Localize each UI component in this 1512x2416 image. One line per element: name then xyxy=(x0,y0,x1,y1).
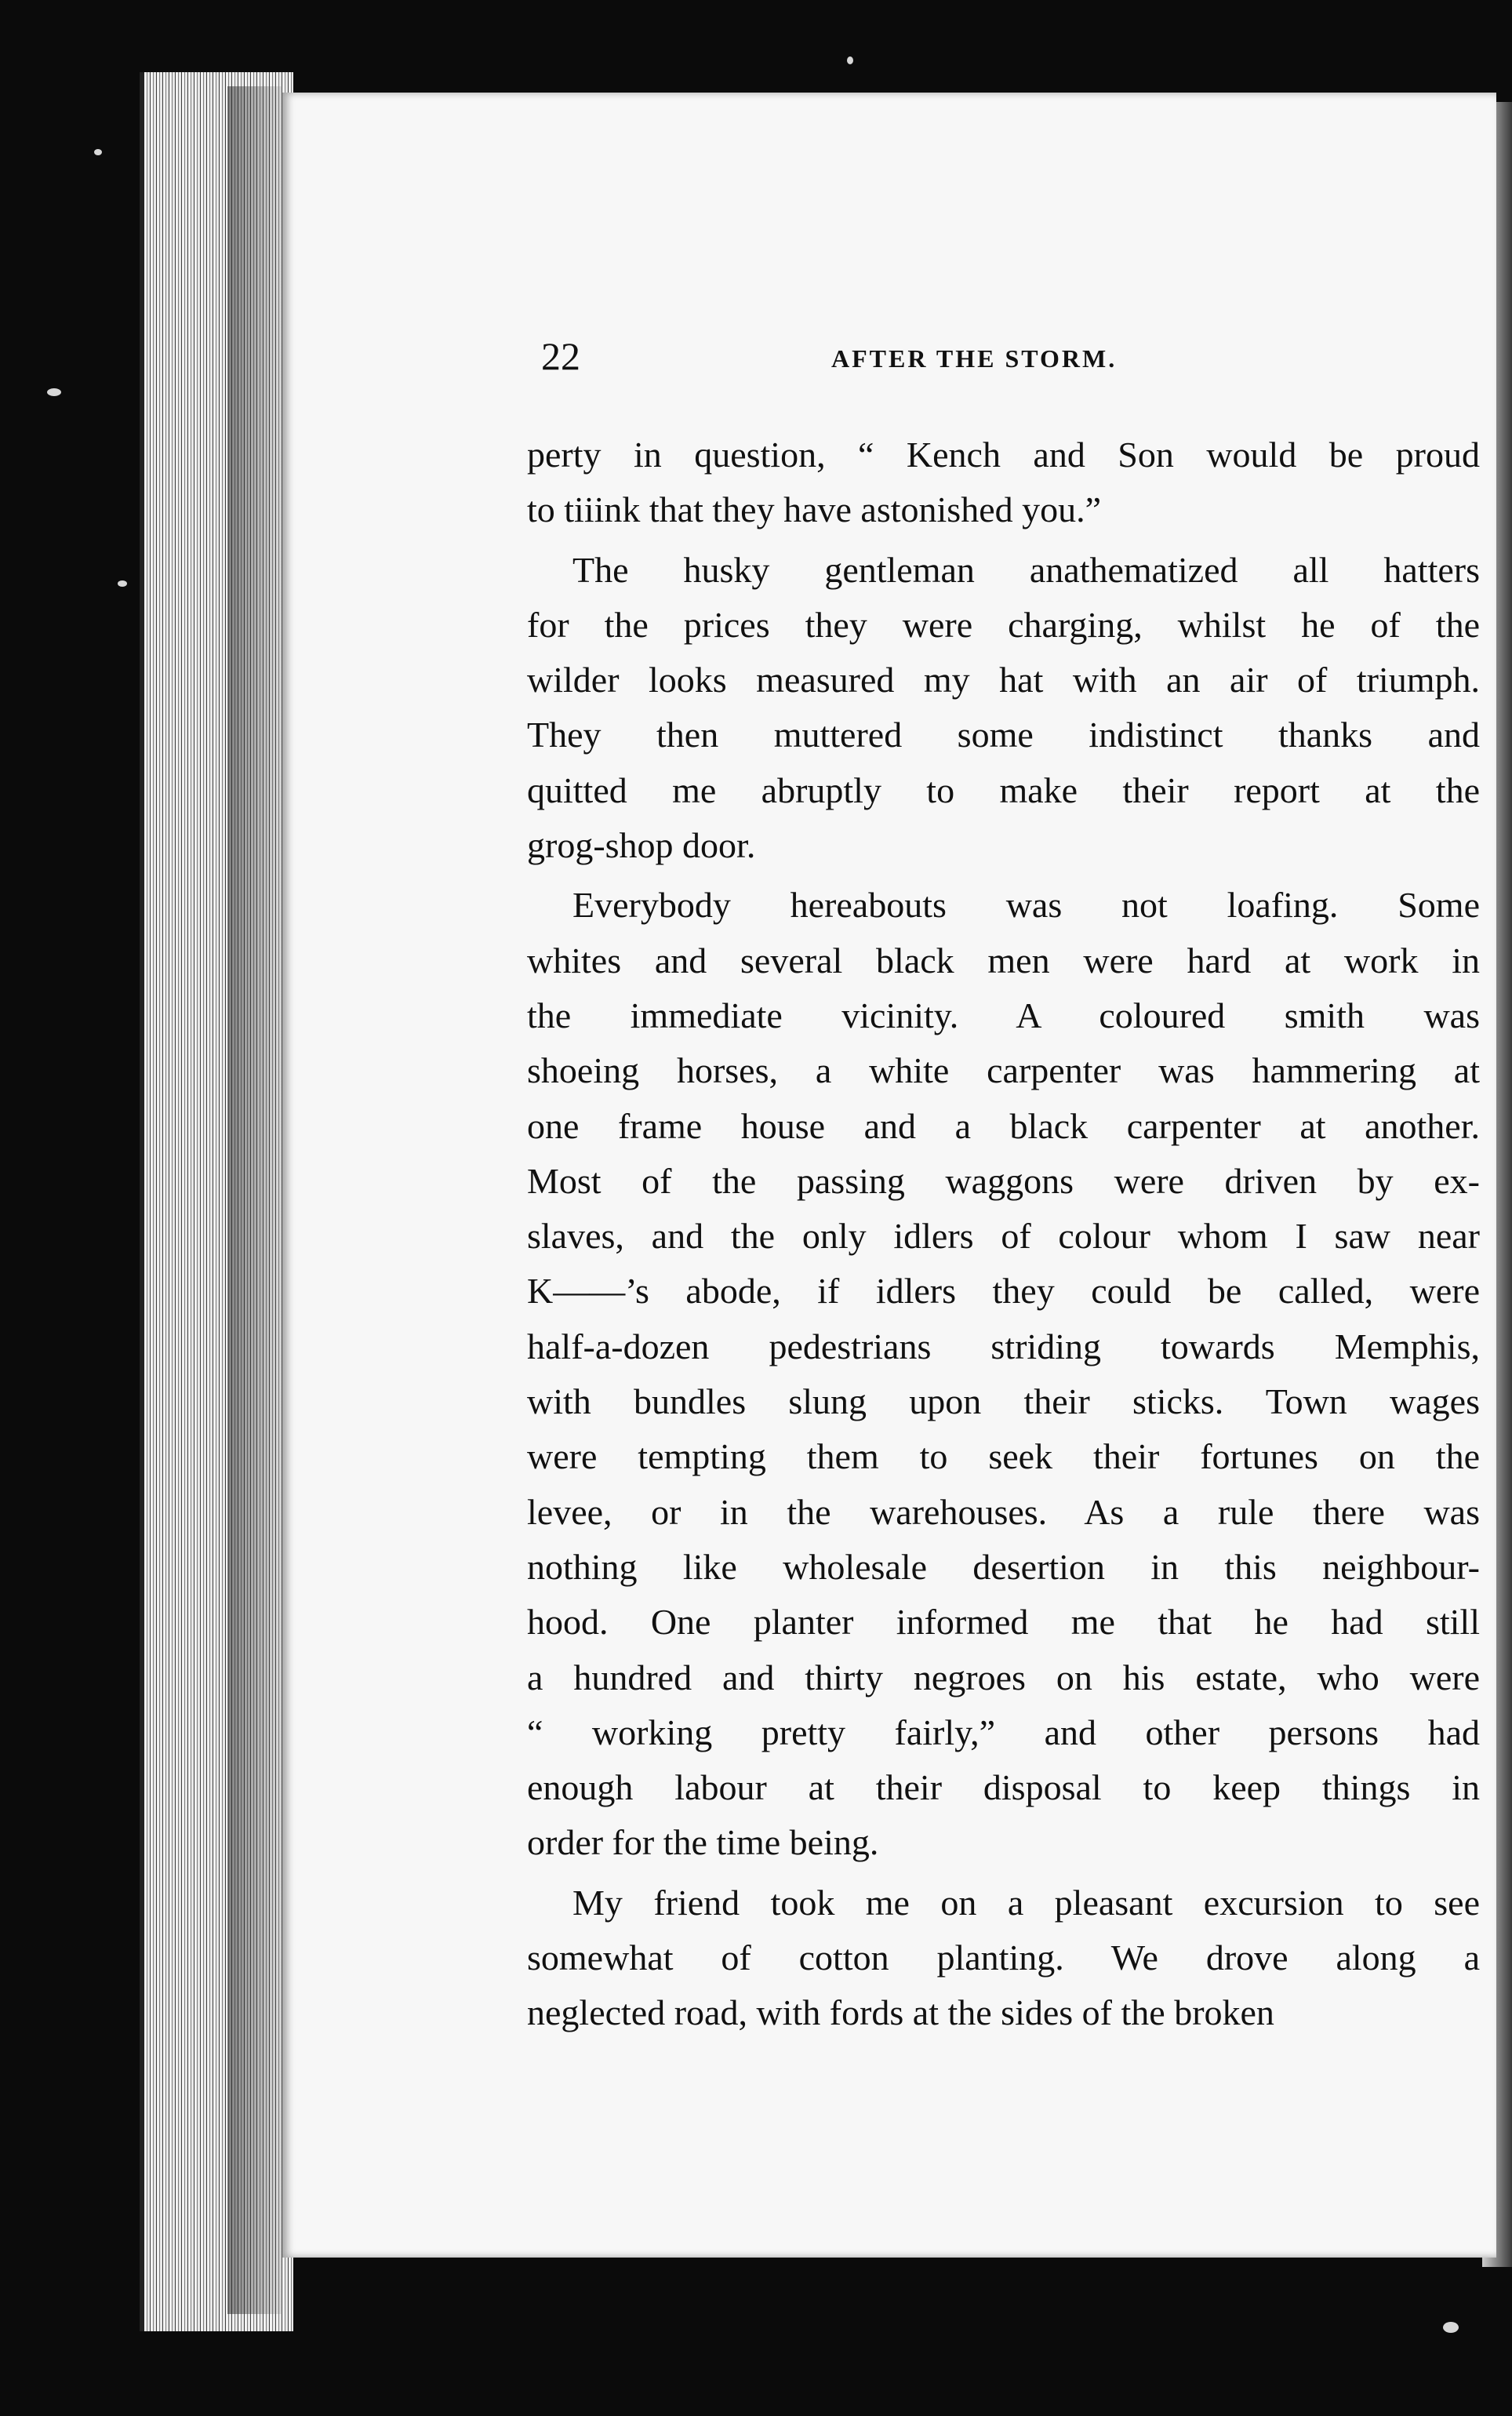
text-line: grog-shop door. xyxy=(527,825,756,866)
running-head-title: AFTER THE STORM. xyxy=(831,344,1118,373)
text-line: K——’s abode, if idlers they could be called, were xyxy=(527,1271,1480,1312)
text-line: The husky gentleman anathematized all hatters xyxy=(572,549,1480,590)
text-line: one frame house and a black carpenter at another. xyxy=(527,1105,1480,1146)
paragraph xyxy=(527,1876,1480,2041)
paragraph xyxy=(527,878,1480,1870)
text-line: perty in question, “ Kench and Son would be proud xyxy=(527,435,1480,475)
text-line: slaves, and the only idlers of colour whom I saw near xyxy=(527,1216,1480,1257)
text-line: levee, or in the warehouses. As a rule there was xyxy=(527,1491,1480,1532)
text-line: hood. One planter informed me that he had still xyxy=(527,1602,1480,1643)
text-line: My friend took me on a pleasant excursion to see xyxy=(572,1882,1480,1923)
page-number: 22 xyxy=(541,334,580,378)
text-line: “ working pretty fairly,” and other persons had xyxy=(527,1712,1480,1752)
paragraph xyxy=(527,543,1480,874)
page-edge-shadow xyxy=(227,86,282,2314)
text-line: a hundred and thirty negroes on his estate, who were xyxy=(527,1657,1480,1697)
scan-speck xyxy=(118,580,127,587)
text-line: were tempting them to seek their fortunes on the xyxy=(527,1436,1480,1477)
text-line: to tiiink that they have astonished you.” xyxy=(527,489,1102,530)
text-line: quitted me abruptly to make their report at the xyxy=(527,770,1480,810)
text-line: enough labour at their disposal to keep things in xyxy=(527,1767,1480,1808)
text-line: for the prices they were charging, whilst he of the xyxy=(527,604,1480,645)
text-line: half-a-dozen pedestrians striding towards Memphis, xyxy=(527,1326,1480,1366)
text-line: Most of the passing waggons were driven by ex- xyxy=(527,1160,1480,1201)
text-line: neglected road, with fords at the sides of the broken xyxy=(527,1992,1274,2033)
text-line: shoeing horses, a white carpenter was hammering at xyxy=(527,1050,1480,1091)
paragraph xyxy=(527,428,1480,538)
running-head xyxy=(541,333,1467,388)
scan-speck xyxy=(847,56,853,64)
text-line: wilder looks measured my hat with an air of triumph. xyxy=(527,660,1480,700)
text-line: order for the time being. xyxy=(527,1822,879,1863)
text-line: nothing like wholesale desertion in this neighbour- xyxy=(527,1546,1480,1587)
scan-speck xyxy=(1443,2322,1459,2333)
text-line: the immediate vicinity. A coloured smith was xyxy=(527,995,1480,1035)
text-line: somewhat of cotton planting. We drove along a xyxy=(527,1938,1480,1978)
text-line: whites and several black men were hard at work in xyxy=(527,940,1480,981)
text-line: with bundles slung upon their sticks. Town wages xyxy=(527,1381,1480,1422)
scan-speck xyxy=(47,388,61,396)
text-line: They then muttered some indistinct thanks and xyxy=(527,715,1480,755)
text-line: Everybody hereabouts was not loafing. Some xyxy=(572,885,1480,926)
body-text xyxy=(527,428,1480,2041)
scan-speck xyxy=(94,149,102,155)
